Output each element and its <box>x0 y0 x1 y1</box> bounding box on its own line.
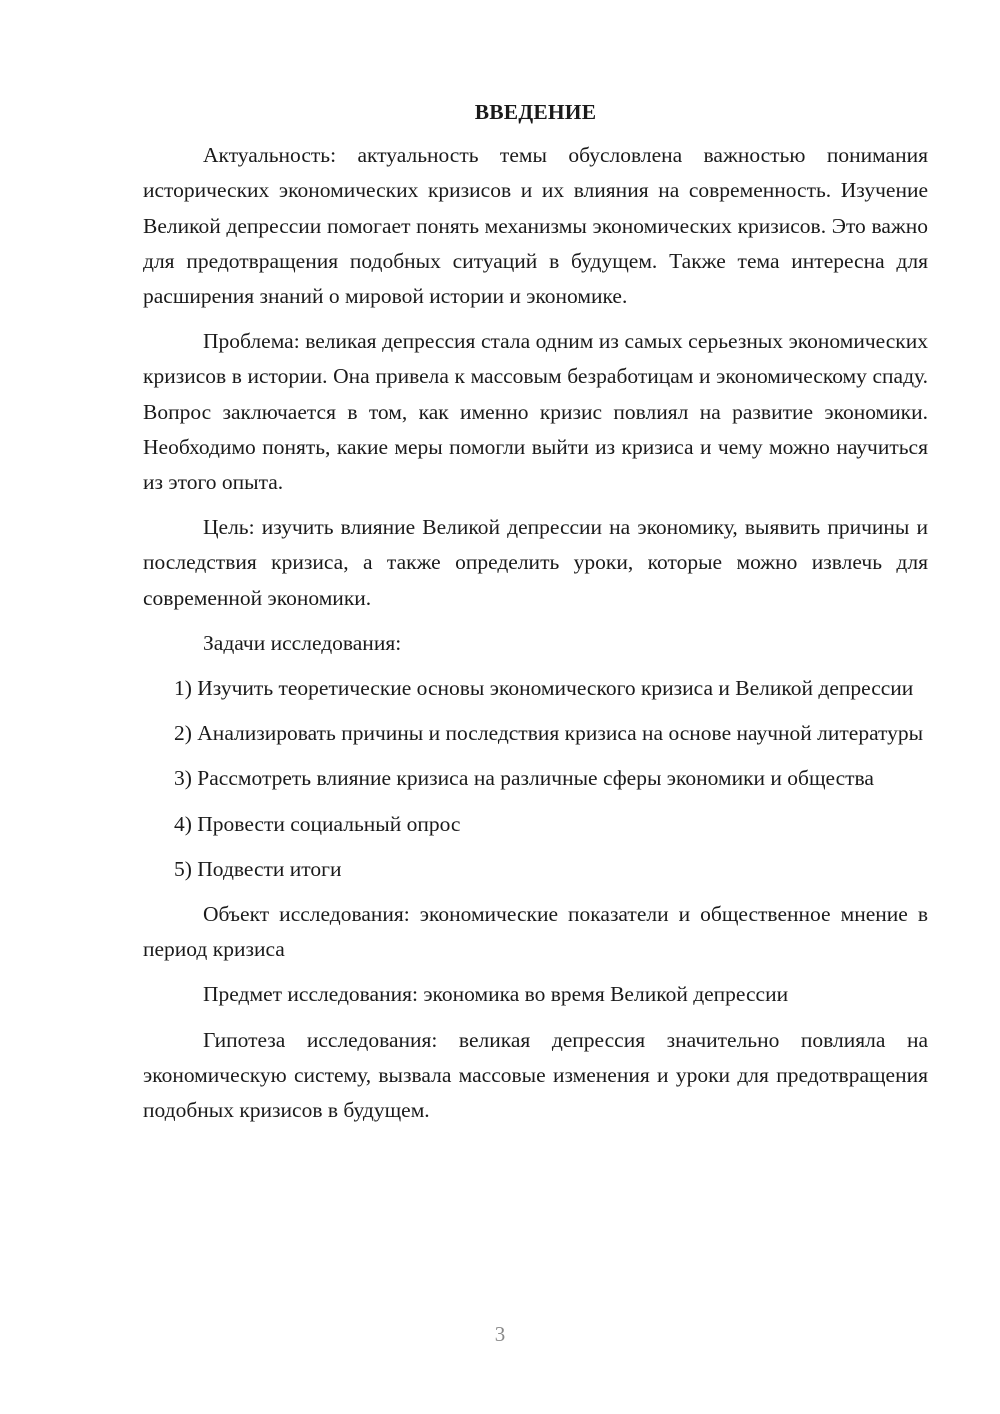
task-item: 5) Подвести итоги <box>174 856 342 881</box>
task-item: 3) Рассмотреть влияние кризиса на различные сферы экономики и общества <box>174 766 874 791</box>
page-title: ВВЕДЕНИЕ <box>474 100 597 124</box>
subject-paragraph: Предмет исследования: экономика во время Великой депрессии <box>203 982 789 1007</box>
hypothesis-paragraph: Гипотеза исследования: великая депрессия значительно повлияла на экономическую систему, вызвала массовые изменения и уроки для предотвращения подобных кризисов в будущем. <box>143 1027 928 1123</box>
task-item: 2) Анализировать причины и последствия кризиса на основе научной литературы <box>174 721 924 746</box>
task-item: 1) Изучить теоретические основы экономического кризиса и Великой депрессии <box>174 676 914 701</box>
problem-paragraph: Проблема: великая депрессия стала одним из самых серьезных экономических кризисов в истории. Она привела к массовым безработицам и экономическому спаду. Вопрос заключается в том, как именно кризис повлиял на развитие экономики. Необходимо понять, какие меры помогли выйти из кризиса и чему можно научиться из этого опыта. <box>143 329 928 495</box>
tasks-list <box>143 671 928 887</box>
task-item: 4) Провести социальный опрос <box>174 811 461 836</box>
object-paragraph: Объект исследования: экономические показатели и общественное мнение в период кризиса <box>143 902 928 962</box>
relevance-paragraph: Актуальность: актуальность темы обусловлена важностью понимания исторических экономических кризисов и их влияния на современность. Изучение Великой депрессии помогает понять механизмы экономических кризисов. Это важно для предотвращения подобных ситуаций в будущем. Также тема интересна для расширения знаний о мировой истории и экономике. <box>143 143 928 309</box>
goal-paragraph: Цель: изучить влияние Великой депрессии на экономику, выявить причины и последствия кризиса, а также определить уроки, которые можно извлечь для современной экономики. <box>143 515 928 610</box>
page-number: 3 <box>494 1322 506 1346</box>
tasks-heading: Задачи исследования: <box>203 630 402 655</box>
document-page <box>143 95 928 1138</box>
